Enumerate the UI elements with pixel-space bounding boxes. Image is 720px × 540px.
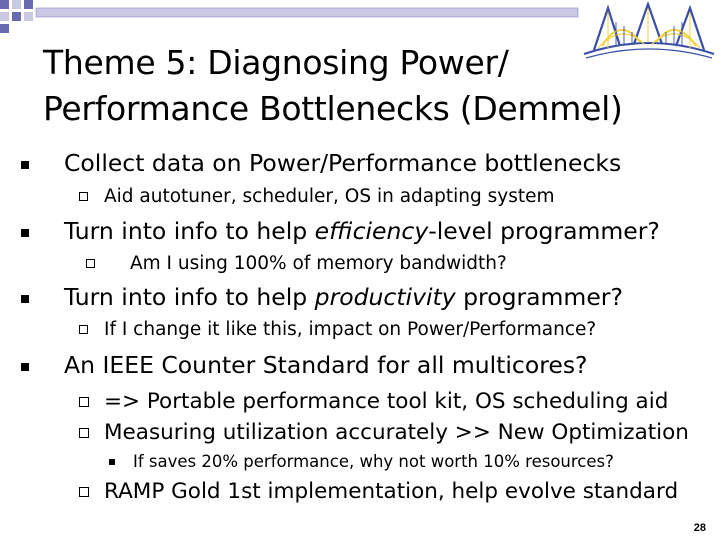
subsubbullet-saves-performance	[133, 454, 614, 471]
square-bullet-icon	[21, 161, 29, 169]
subbullet-text: Am I using 100% of memory bandwidth?	[130, 253, 507, 274]
hollow-square-bullet-icon	[79, 397, 89, 407]
hollow-square-bullet-icon	[79, 192, 88, 201]
page-number: 28	[693, 522, 706, 534]
subbullet-text: => Portable performance tool kit, OS scheduling aid	[104, 389, 669, 414]
hollow-square-bullet-icon	[86, 259, 95, 268]
square-bullet-icon	[109, 459, 115, 465]
subbullet-ramp-gold	[104, 481, 678, 503]
bullet-productivity-programmer	[64, 283, 623, 311]
subbullet-memory-bandwidth	[130, 255, 507, 274]
bullet-text-suffix: programmer?	[455, 283, 623, 311]
square-bullet-icon	[21, 229, 29, 237]
hollow-square-bullet-icon	[79, 325, 88, 334]
subbullet-text: Aid autotuner, scheduler, OS in adapting system	[104, 186, 555, 207]
subbullet-text: If I change it like this, impact on Power/Performance?	[104, 319, 597, 340]
subbullet-portable-toolkit	[104, 391, 668, 413]
bullet-text: Collect data on Power/Performance bottlenecks	[64, 149, 622, 177]
bullet-text-suffix: -level programmer?	[428, 217, 660, 245]
hollow-square-bullet-icon	[79, 428, 89, 438]
bullet-efficiency-programmer	[64, 217, 660, 245]
bullet-text-prefix: Turn into info to help	[64, 217, 315, 245]
square-bullet-icon	[21, 363, 29, 371]
bullet-emphasis: efficiency	[314, 217, 429, 245]
bullet-emphasis: productivity	[314, 283, 456, 311]
subbullet-measuring-utilization	[104, 422, 689, 444]
subbullet-text: RAMP Gold 1st implementation, help evolve standard	[104, 479, 679, 504]
slide-title	[43, 40, 623, 132]
bullet-collect-data	[64, 149, 622, 177]
bullet-text-prefix: Turn into info to help	[64, 283, 315, 311]
bullet-ieee-counter-standard	[64, 351, 588, 379]
hollow-square-bullet-icon	[79, 487, 89, 497]
bullet-text: An IEEE Counter Standard for all multicores?	[64, 351, 588, 379]
square-bullet-icon	[21, 295, 29, 303]
slide-title-line-1: Theme 5: Diagnosing Power/	[43, 43, 509, 82]
subsubbullet-text: If saves 20% performance, why not worth 10% resources?	[133, 452, 614, 471]
slide-title-line-2: Performance Bottlenecks (Demmel)	[43, 89, 623, 128]
subbullet-text: Measuring utilization accurately >> New Optimization	[104, 420, 689, 445]
subbullet-aid-autotuner	[104, 188, 555, 207]
subbullet-change-impact	[104, 321, 596, 340]
